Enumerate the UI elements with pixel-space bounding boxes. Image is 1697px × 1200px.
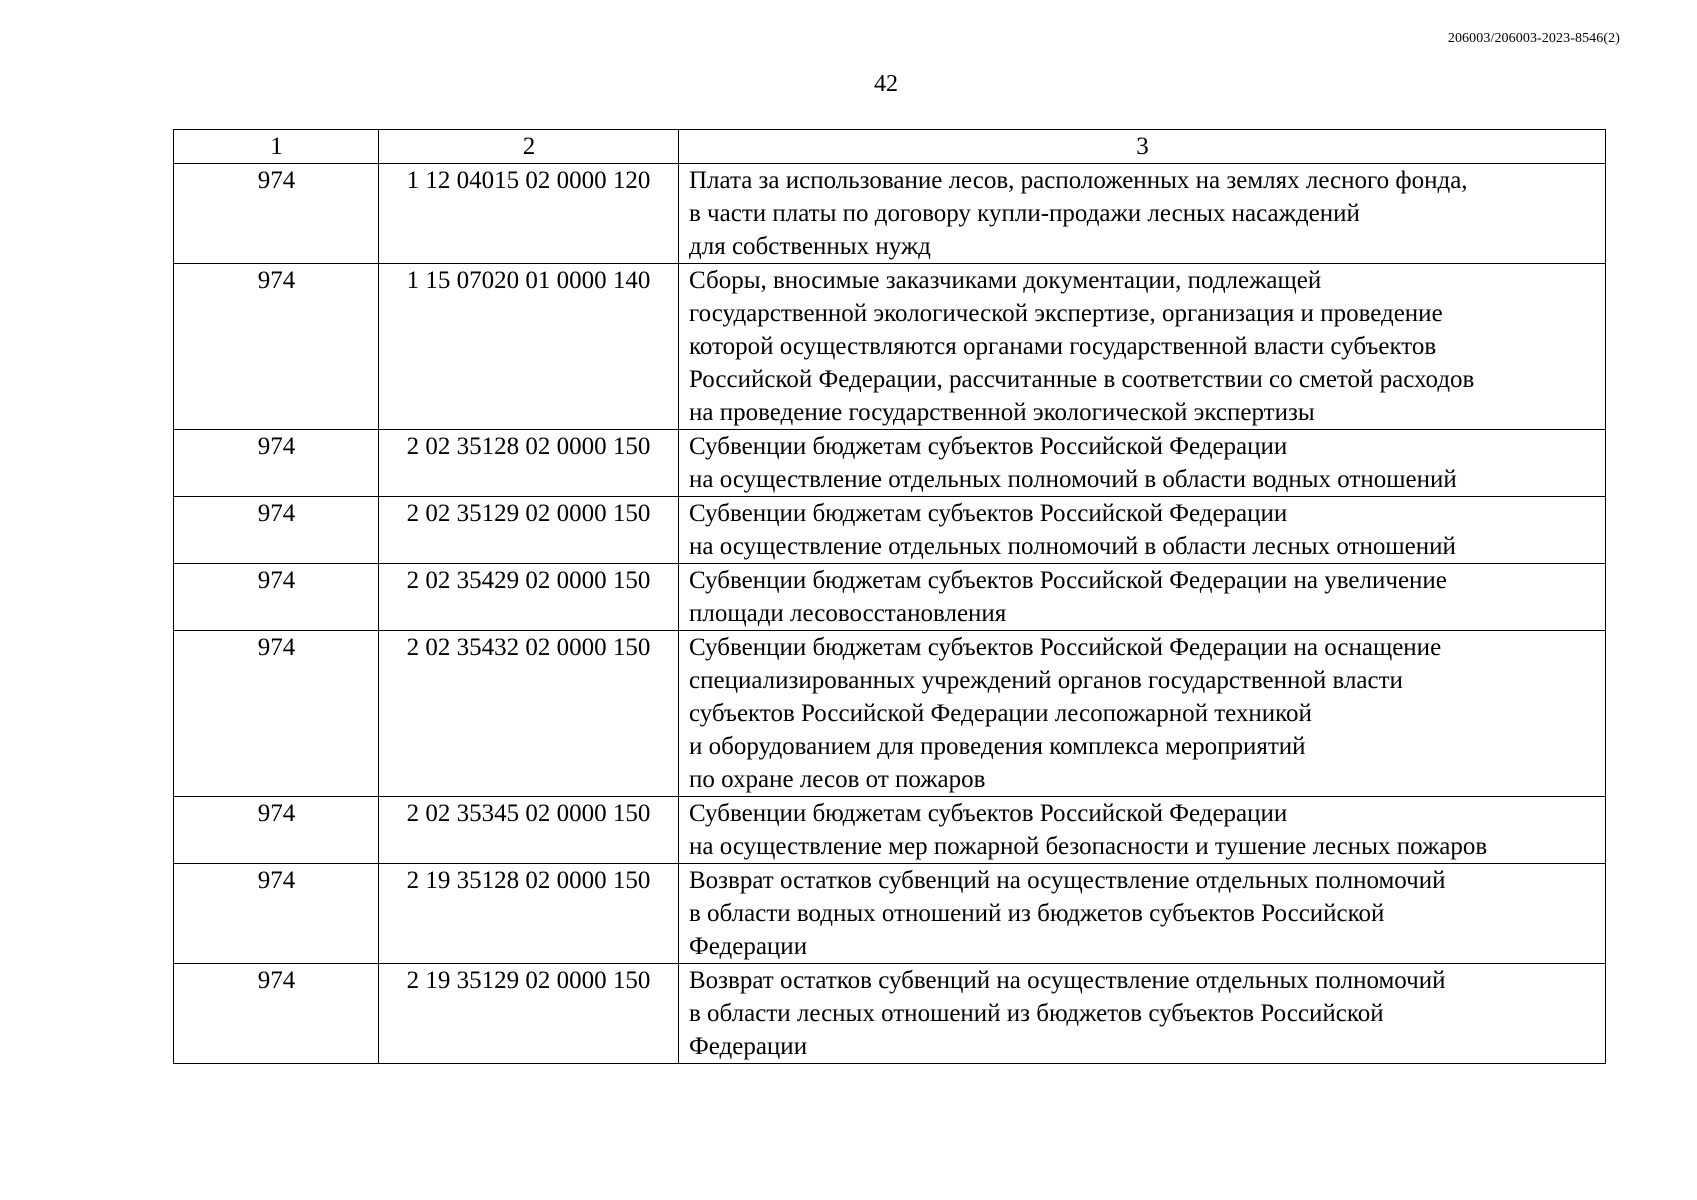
administrator-code-cell: 974 bbox=[174, 631, 379, 797]
income-description-cell bbox=[679, 564, 1606, 631]
table-row bbox=[174, 430, 1606, 497]
description-line: площади лесовосстановления bbox=[689, 600, 1007, 627]
description-line: Субвенции бюджетам субъектов Российской Федерации bbox=[689, 433, 1288, 460]
table-header-cell: 3 bbox=[679, 130, 1606, 164]
income-code-cell: 2 02 35429 02 0000 150 bbox=[379, 564, 679, 631]
table-header-cell: 1 bbox=[174, 130, 379, 164]
income-description-cell bbox=[679, 964, 1606, 1064]
income-code-cell: 2 02 35128 02 0000 150 bbox=[379, 430, 679, 497]
income-description-cell bbox=[679, 164, 1606, 264]
income-description-cell bbox=[679, 497, 1606, 564]
income-code-cell: 2 19 35128 02 0000 150 bbox=[379, 864, 679, 964]
table-row bbox=[174, 631, 1606, 797]
description-line: на осуществление отдельных полномочий в области водных отношений bbox=[689, 466, 1457, 493]
table-row bbox=[174, 164, 1606, 264]
table-body bbox=[174, 164, 1606, 1064]
administrator-code-cell: 974 bbox=[174, 164, 379, 264]
income-code-cell: 2 19 35129 02 0000 150 bbox=[379, 964, 679, 1064]
income-description-cell bbox=[679, 864, 1606, 964]
administrator-code-cell: 974 bbox=[174, 564, 379, 631]
administrator-code-cell: 974 bbox=[174, 864, 379, 964]
description-line: Федерации bbox=[689, 933, 808, 960]
table-header-cell: 2 bbox=[379, 130, 679, 164]
table-row bbox=[174, 797, 1606, 864]
income-code-cell: 2 02 35345 02 0000 150 bbox=[379, 797, 679, 864]
description-line: которой осуществляются органами государственной власти субъектов bbox=[689, 333, 1437, 360]
income-code-cell: 1 12 04015 02 0000 120 bbox=[379, 164, 679, 264]
description-line: на проведение государственной экологической экспертизы bbox=[689, 399, 1315, 426]
table-row bbox=[174, 497, 1606, 564]
description-line: на осуществление отдельных полномочий в области лесных отношений bbox=[689, 533, 1456, 560]
description-line: субъектов Российской Федерации лесопожарной техникой bbox=[689, 700, 1312, 727]
description-line: государственной экологической экспертизе, организация и проведение bbox=[689, 300, 1443, 327]
description-line: Возврат остатков субвенций на осуществление отдельных полномочий bbox=[689, 967, 1446, 994]
document-id: 206003/206003-2023-8546(2) bbox=[1447, 31, 1620, 46]
description-line: специализированных учреждений органов государственной власти bbox=[689, 667, 1403, 694]
income-description-cell bbox=[679, 797, 1606, 864]
income-code-cell: 2 02 35129 02 0000 150 bbox=[379, 497, 679, 564]
description-line: Российской Федерации, рассчитанные в соответствии со сметой расходов bbox=[689, 366, 1475, 393]
administrator-code-cell: 974 bbox=[174, 430, 379, 497]
table-row bbox=[174, 564, 1606, 631]
table-row bbox=[174, 864, 1606, 964]
description-line: в области лесных отношений из бюджетов субъектов Российской bbox=[689, 1000, 1384, 1027]
description-line: Возврат остатков субвенций на осуществление отдельных полномочий bbox=[689, 867, 1446, 894]
description-line: Федерации bbox=[689, 1033, 808, 1060]
description-line: Субвенции бюджетам субъектов Российской Федерации на оснащение bbox=[689, 634, 1442, 661]
description-line: и оборудованием для проведения комплекса мероприятий bbox=[689, 733, 1306, 760]
income-description-cell bbox=[679, 430, 1606, 497]
description-line: для собственных нужд bbox=[689, 233, 931, 260]
income-code-cell: 2 02 35432 02 0000 150 bbox=[379, 631, 679, 797]
description-line: Плата за использование лесов, расположенных на землях лесного фонда, bbox=[689, 167, 1468, 194]
description-line: на осуществление мер пожарной безопасности и тушение лесных пожаров bbox=[689, 833, 1488, 860]
table-row bbox=[174, 964, 1606, 1064]
description-line: Субвенции бюджетам субъектов Российской Федерации на увеличение bbox=[689, 567, 1447, 594]
table-row bbox=[174, 264, 1606, 430]
description-line: Сборы, вносимые заказчиками документации, подлежащей bbox=[689, 267, 1322, 294]
administrator-code-cell: 974 bbox=[174, 497, 379, 564]
administrator-code-cell: 974 bbox=[174, 964, 379, 1064]
administrator-code-cell: 974 bbox=[174, 797, 379, 864]
table-header-row bbox=[174, 130, 1606, 164]
description-line: в области водных отношений из бюджетов субъектов Российской bbox=[689, 900, 1385, 927]
income-code-cell: 1 15 07020 01 0000 140 bbox=[379, 264, 679, 430]
description-line: в части платы по договору купли-продажи лесных насаждений bbox=[689, 200, 1360, 227]
budget-codes-table bbox=[173, 129, 1606, 1064]
description-line: Субвенции бюджетам субъектов Российской Федерации bbox=[689, 500, 1288, 527]
income-description-cell bbox=[679, 264, 1606, 430]
description-line: по охране лесов от пожаров bbox=[689, 766, 986, 793]
administrator-code-cell: 974 bbox=[174, 264, 379, 430]
page-number: 42 bbox=[874, 71, 898, 97]
income-description-cell bbox=[679, 631, 1606, 797]
description-line: Субвенции бюджетам субъектов Российской Федерации bbox=[689, 800, 1288, 827]
